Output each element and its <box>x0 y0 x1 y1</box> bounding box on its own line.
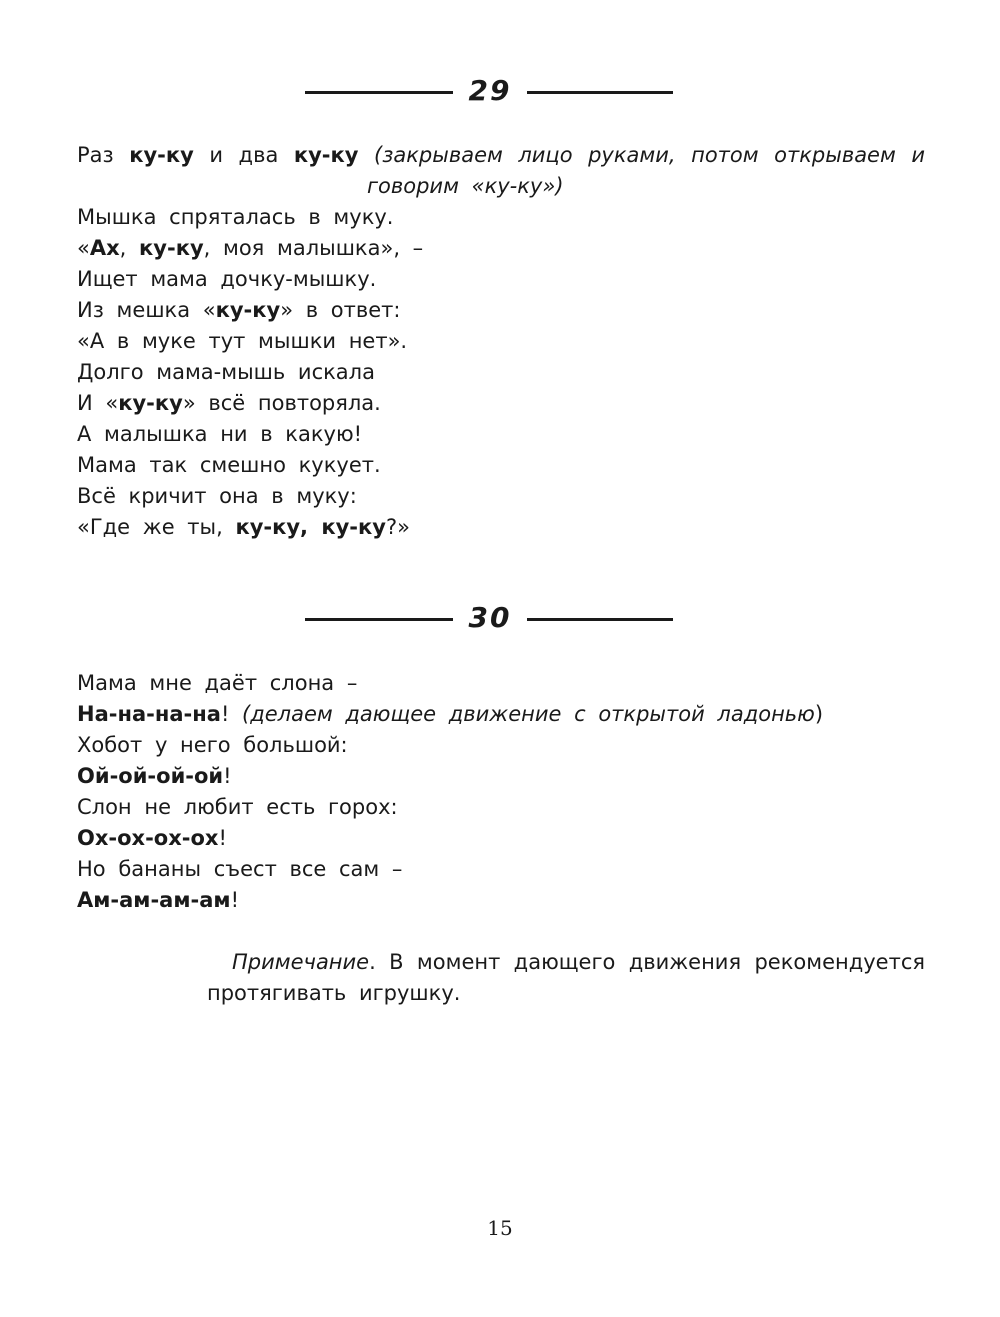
poem-30-line: Хобот у него большой: <box>77 733 348 757</box>
poem-29-line: И «ку-ку» всё повторяла. <box>77 391 381 415</box>
poem-30-line: Но бананы съест все сам – <box>77 857 403 881</box>
note-line: Примечание. В момент дающего движения рекомендуется <box>232 950 925 974</box>
poem-30-line: Ой-ой-ой-ой! <box>77 764 232 788</box>
heading-rule-left <box>305 618 453 621</box>
section-number: 29 <box>468 74 512 107</box>
poem-29-line: Раз ку-ку и два ку-ку (закрываем лицо руками, потом открываем и <box>77 143 925 167</box>
page-number: 15 <box>487 1216 513 1240</box>
poem-30-line: Ох-ох-ох-ох! <box>77 826 227 850</box>
note-line: протягивать игрушку. <box>207 981 461 1005</box>
poem-29-line: Мама так смешно кукует. <box>77 453 381 477</box>
poem-30-line: Мама мне даёт слона – <box>77 671 358 695</box>
poem-29-line: «А в муке тут мышки нет». <box>77 329 408 353</box>
poem-29-line: Мышка спряталась в муку. <box>77 205 394 229</box>
poem-29-line: «Где же ты, ку-ку, ку-ку?» <box>77 515 410 539</box>
poem-30-line: Ам-ам-ам-ам! <box>77 888 239 912</box>
poem-29-line: Ищет мама дочку-мышку. <box>77 267 377 291</box>
section-heading-29 <box>0 71 1000 111</box>
poem-30-line: Слон не любит есть горох: <box>77 795 398 819</box>
section-heading-30 <box>0 598 1000 638</box>
section-number: 30 <box>468 601 512 634</box>
note-label: Примечание <box>232 950 370 974</box>
poem-29-line: Всё кричит она в муку: <box>77 484 357 508</box>
poem-30-line: На-на-на-на! (делаем дающее движение с открытой ладонью) <box>77 702 824 726</box>
heading-rule-right <box>527 91 673 94</box>
heading-rule-left <box>305 91 453 94</box>
poem-29-line: А малышка ни в какую! <box>77 422 363 446</box>
poem-29-line: Из мешка «ку-ку» в ответ: <box>77 298 401 322</box>
poem-29-line: «Ах, ку-ку, моя малышка», – <box>77 236 424 260</box>
heading-rule-right <box>527 618 673 621</box>
poem-29-line: Долго мама-мышь искала <box>77 360 375 384</box>
poem-29-line: говорим «ку-ку») <box>367 174 564 198</box>
